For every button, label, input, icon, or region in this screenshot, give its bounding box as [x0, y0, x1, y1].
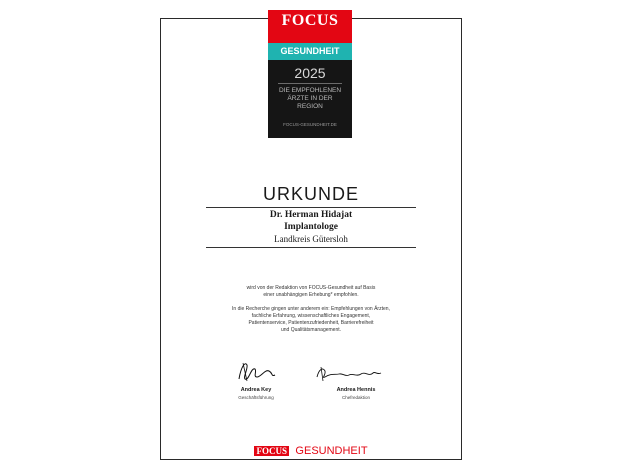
signer-role: Geschäftsführung	[238, 395, 274, 400]
certificate-frame	[160, 12, 462, 460]
badge-text-line: REGION	[297, 103, 323, 110]
badge-subtitle: GESUNDHEIT	[268, 43, 352, 60]
paragraph-line: einer unabhängigen Erhebung* empfohlen.	[263, 292, 359, 298]
paragraph-line: fachliche Erfahrung, wissenschaftliches Engagement,	[251, 313, 371, 319]
signer-role: Chefredaktion	[341, 395, 371, 400]
footer-logo	[161, 442, 461, 460]
footer-label: GESUNDHEIT	[295, 444, 368, 457]
paragraph-line: Patientenservice, Patientenzufriedenheit, Barrierefreiheit	[248, 320, 374, 326]
doctor-name: Dr. Herman Hidajat	[269, 210, 353, 220]
divider-bottom	[206, 247, 416, 248]
badge-header	[268, 10, 352, 44]
signer-name: Andrea Key	[240, 387, 272, 393]
certificate-title: URKUNDE	[262, 184, 359, 204]
badge-year: 2025	[294, 65, 326, 81]
signer-name: Andrea Hennis	[336, 387, 376, 393]
doctor-specialty: Implantologe	[284, 222, 338, 232]
badge-text	[268, 87, 352, 111]
badge-url: FOCUS-GESUNDHEIT.DE	[283, 122, 337, 127]
recommendation-text	[201, 285, 421, 299]
paragraph-line: wird von der Redaktion von FOCUS-Gesundheit auf Basis	[246, 285, 376, 291]
badge-text-line: ÄRZTE IN DER	[287, 95, 333, 102]
signature-andrea-hennis	[311, 359, 391, 385]
badge-divider	[278, 83, 342, 84]
doctor-region: Landkreis Gütersloh	[274, 234, 348, 244]
signature-andrea-key	[221, 357, 301, 383]
badge-text-line: DIE EMPFOHLENEN	[278, 87, 342, 94]
footer-brand: FOCUS	[256, 445, 287, 456]
badge-brand: FOCUS	[281, 12, 339, 29]
criteria-text	[201, 306, 421, 334]
paragraph-line: In die Recherche gingen unter anderem ein: Empfehlungen von Ärzten,	[232, 306, 390, 312]
focus-badge	[268, 10, 352, 138]
divider-top	[206, 207, 416, 208]
paragraph-line: und Qualitätsmanagement.	[280, 327, 342, 333]
